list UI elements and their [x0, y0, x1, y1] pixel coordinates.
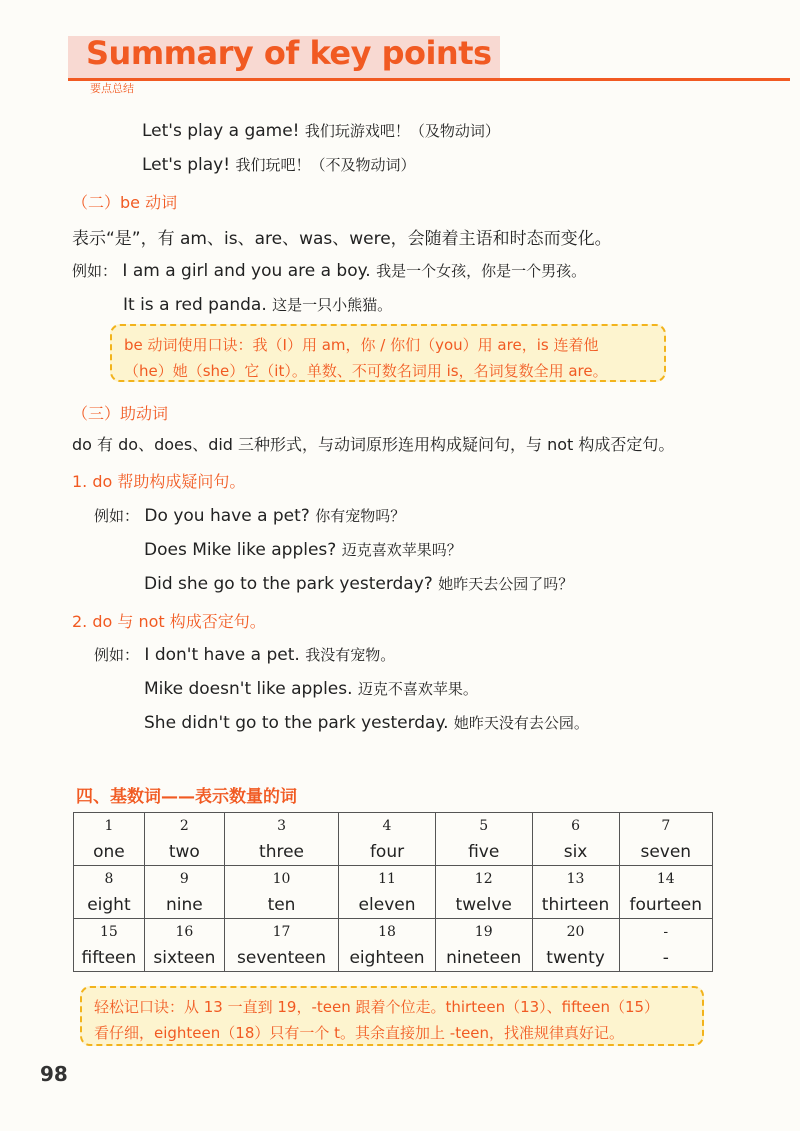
- table-cell: 12: [435, 866, 532, 893]
- aux-sub2-example-2-zh: 迈克不喜欢苹果。: [357, 680, 478, 698]
- intro-line-1: [142, 120, 500, 141]
- be-tip-line-2: （he）她（she）它（it）。单数、不可数名词用 is，名词复数全用 are。: [124, 362, 608, 380]
- table-cell: 5: [435, 813, 532, 840]
- table-row: [74, 945, 713, 972]
- table-row: [74, 892, 713, 919]
- page-number: 98: [40, 1062, 68, 1086]
- table-cell: four: [339, 839, 436, 866]
- table-row: [74, 866, 713, 893]
- aux-sub2-label: 例如：: [94, 646, 140, 664]
- table-cell: nine: [144, 892, 224, 919]
- be-example-1-en: I am a girl and you are a boy.: [122, 261, 371, 281]
- table-cell: 7: [619, 813, 712, 840]
- aux-sub2-heading: 2. do 与 not 构成否定句。: [72, 612, 266, 631]
- table-cell: twenty: [532, 945, 619, 972]
- intro-line-2-en: Let's play!: [142, 155, 231, 175]
- aux-sub2-example-1: [94, 644, 395, 665]
- be-example-1-zh: 我是一个女孩，你是一个男孩。: [376, 262, 587, 280]
- table-cell: 18: [339, 919, 436, 946]
- be-example-1: [72, 260, 586, 281]
- be-heading: （二）be 动词: [72, 193, 178, 212]
- aux-description: do 有 do、does、did 三种形式，与动词原形连用构成疑问句，与 not 构成否定句。: [72, 435, 675, 454]
- numbers-tip-line-1: 轻松记口诀：从 13 一直到 19，-teen 跟着个位走。thirteen（13）、fifteen（15）: [94, 998, 660, 1016]
- table-row: [74, 813, 713, 840]
- table-cell: fourteen: [619, 892, 712, 919]
- aux-sub2-example-3-en: She didn't go to the park yesterday.: [144, 713, 449, 733]
- table-cell: 9: [144, 866, 224, 893]
- table-cell: seventeen: [224, 945, 338, 972]
- aux-heading: （三）助动词: [72, 404, 169, 423]
- table-cell: fifteen: [74, 945, 145, 972]
- table-cell: 17: [224, 919, 338, 946]
- numbers-table: [73, 812, 713, 972]
- aux-sub1-example-3: [144, 573, 573, 594]
- table-cell: 11: [339, 866, 436, 893]
- table-cell: 2: [144, 813, 224, 840]
- be-tip-line-1: be 动词使用口诀：我（I）用 am，你 / 你们（you）用 are，is 连着他: [124, 336, 599, 354]
- table-cell: 19: [435, 919, 532, 946]
- table-cell: 15: [74, 919, 145, 946]
- be-example-2: [123, 294, 392, 315]
- intro-line-1-en: Let's play a game!: [142, 121, 300, 141]
- numbers-tip-box: [80, 986, 704, 1046]
- table-cell: two: [144, 839, 224, 866]
- table-cell: one: [74, 839, 145, 866]
- aux-sub2-example-1-zh: 我没有宠物。: [305, 646, 396, 664]
- table-cell: eleven: [339, 892, 436, 919]
- be-example-label: 例如：: [72, 262, 118, 280]
- table-cell: 1: [74, 813, 145, 840]
- table-cell: 8: [74, 866, 145, 893]
- be-description: 表示“是”，有 am、is、are、was、were，会随着主语和时态而变化。: [72, 229, 612, 249]
- table-cell: seven: [619, 839, 712, 866]
- table-cell: 10: [224, 866, 338, 893]
- table-cell: eighteen: [339, 945, 436, 972]
- table-cell: 20: [532, 919, 619, 946]
- table-cell: 6: [532, 813, 619, 840]
- table-row: [74, 919, 713, 946]
- table-cell: 14: [619, 866, 712, 893]
- intro-line-1-zh: 我们玩游戏吧！（及物动词）: [304, 122, 500, 140]
- be-tip-box: [110, 324, 666, 382]
- aux-sub1-example-2-zh: 迈克喜欢苹果吗？: [341, 541, 462, 559]
- aux-sub2-example-1-en: I don't have a pet.: [144, 645, 300, 665]
- table-cell: -: [619, 919, 712, 946]
- aux-sub1-example-1-zh: 你有宠物吗？: [315, 507, 406, 525]
- intro-line-2-zh: 我们玩吧！（不及物动词）: [235, 156, 416, 174]
- table-cell: -: [619, 945, 712, 972]
- aux-sub2-example-2: [144, 678, 478, 699]
- numbers-heading: 四、基数词——表示数量的词: [76, 787, 297, 807]
- aux-sub1-example-1-en: Do you have a pet?: [144, 506, 310, 526]
- aux-sub1-example-3-en: Did she go to the park yesterday?: [144, 574, 433, 594]
- page-subtitle: 要点总结: [90, 82, 134, 95]
- table-cell: sixteen: [144, 945, 224, 972]
- aux-sub1-label: 例如：: [94, 507, 140, 525]
- table-cell: 4: [339, 813, 436, 840]
- table-cell: 13: [532, 866, 619, 893]
- aux-sub1-example-1: [94, 505, 405, 526]
- aux-sub1-example-2: [144, 539, 462, 560]
- aux-sub1-heading: 1. do 帮助构成疑问句。: [72, 472, 246, 491]
- be-example-2-en: It is a red panda.: [123, 295, 267, 315]
- table-cell: three: [224, 839, 338, 866]
- table-cell: thirteen: [532, 892, 619, 919]
- aux-sub2-example-3: [144, 712, 589, 733]
- table-cell: 16: [144, 919, 224, 946]
- table-cell: 3: [224, 813, 338, 840]
- table-cell: twelve: [435, 892, 532, 919]
- aux-sub1-example-3-zh: 她昨天去公园了吗？: [438, 575, 574, 593]
- table-cell: ten: [224, 892, 338, 919]
- table-cell: five: [435, 839, 532, 866]
- aux-sub1-example-2-en: Does Mike like apples?: [144, 540, 337, 560]
- table-cell: nineteen: [435, 945, 532, 972]
- table-row: [74, 839, 713, 866]
- be-example-2-zh: 这是一只小熊猫。: [272, 296, 393, 314]
- aux-sub2-example-2-en: Mike doesn't like apples.: [144, 679, 353, 699]
- page-title: Summary of key points: [86, 34, 492, 72]
- table-cell: six: [532, 839, 619, 866]
- header-divider: [68, 78, 790, 81]
- aux-sub2-example-3-zh: 她昨天没有去公园。: [453, 714, 589, 732]
- table-cell: eight: [74, 892, 145, 919]
- numbers-tip-line-2: 看仔细，eighteen（18）只有一个 t。其余直接加上 -teen，找准规律真好记。: [94, 1024, 625, 1042]
- intro-line-2: [142, 154, 415, 175]
